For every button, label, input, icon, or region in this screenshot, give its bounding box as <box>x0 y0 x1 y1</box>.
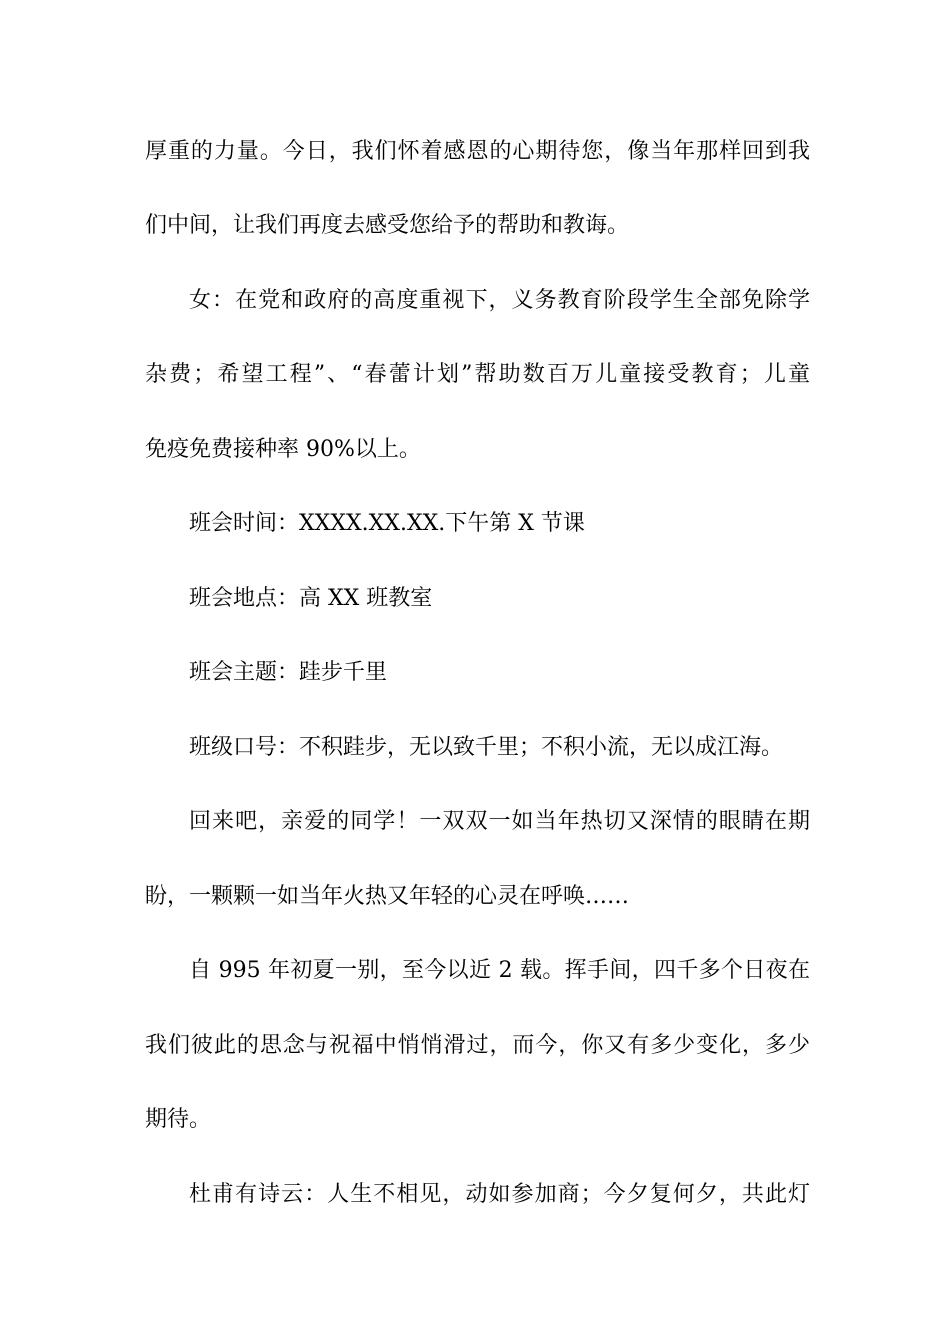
text-line-7: 班会地点：高 XX 班教室 <box>189 586 433 611</box>
text-line-15: 杜甫有诗云：人生不相见，动如参加商；今夕复何夕，共此灯 <box>189 1182 810 1207</box>
text-line-6: 班会时间：XXXX.XX.XX.下午第 X 节课 <box>189 511 585 536</box>
text-line-3: 女：在党和政府的高度重视下，义务教育阶段学生全部免除学 <box>189 288 810 313</box>
text-line-13: 我们彼此的思念与祝福中悄悄滑过，而今，你又有多少变化，多少 <box>145 1033 810 1058</box>
text-line-1: 厚重的力量。今日，我们怀着感恩的心期待您，像当年那样回到我 <box>145 139 810 164</box>
text-line-10: 回来吧，亲爱的同学！一双双一如当年热切又深情的眼睛在期 <box>189 809 810 834</box>
text-line-8: 班会主题：跬步千里 <box>189 660 388 685</box>
text-line-9: 班级口号：不积跬步，无以致千里；不积小流，无以成江海。 <box>189 735 784 760</box>
text-line-4: 杂费；希望工程”、“春蕾计划”帮助数百万儿童接受教育；儿童 <box>145 362 810 387</box>
text-line-12: 自 995 年初夏一别，至今以近 2 载。挥手间，四千多个日夜在 <box>189 958 810 983</box>
text-line-5: 免疫免费接种率 90%以上。 <box>145 437 421 462</box>
text-line-14: 期待。 <box>145 1107 212 1132</box>
text-line-2: 们中间，让我们再度去感受您给予的帮助和教诲。 <box>145 213 630 238</box>
text-line-11: 盼，一颗颗一如当年火热又年轻的心灵在呼唤…… <box>145 884 630 909</box>
